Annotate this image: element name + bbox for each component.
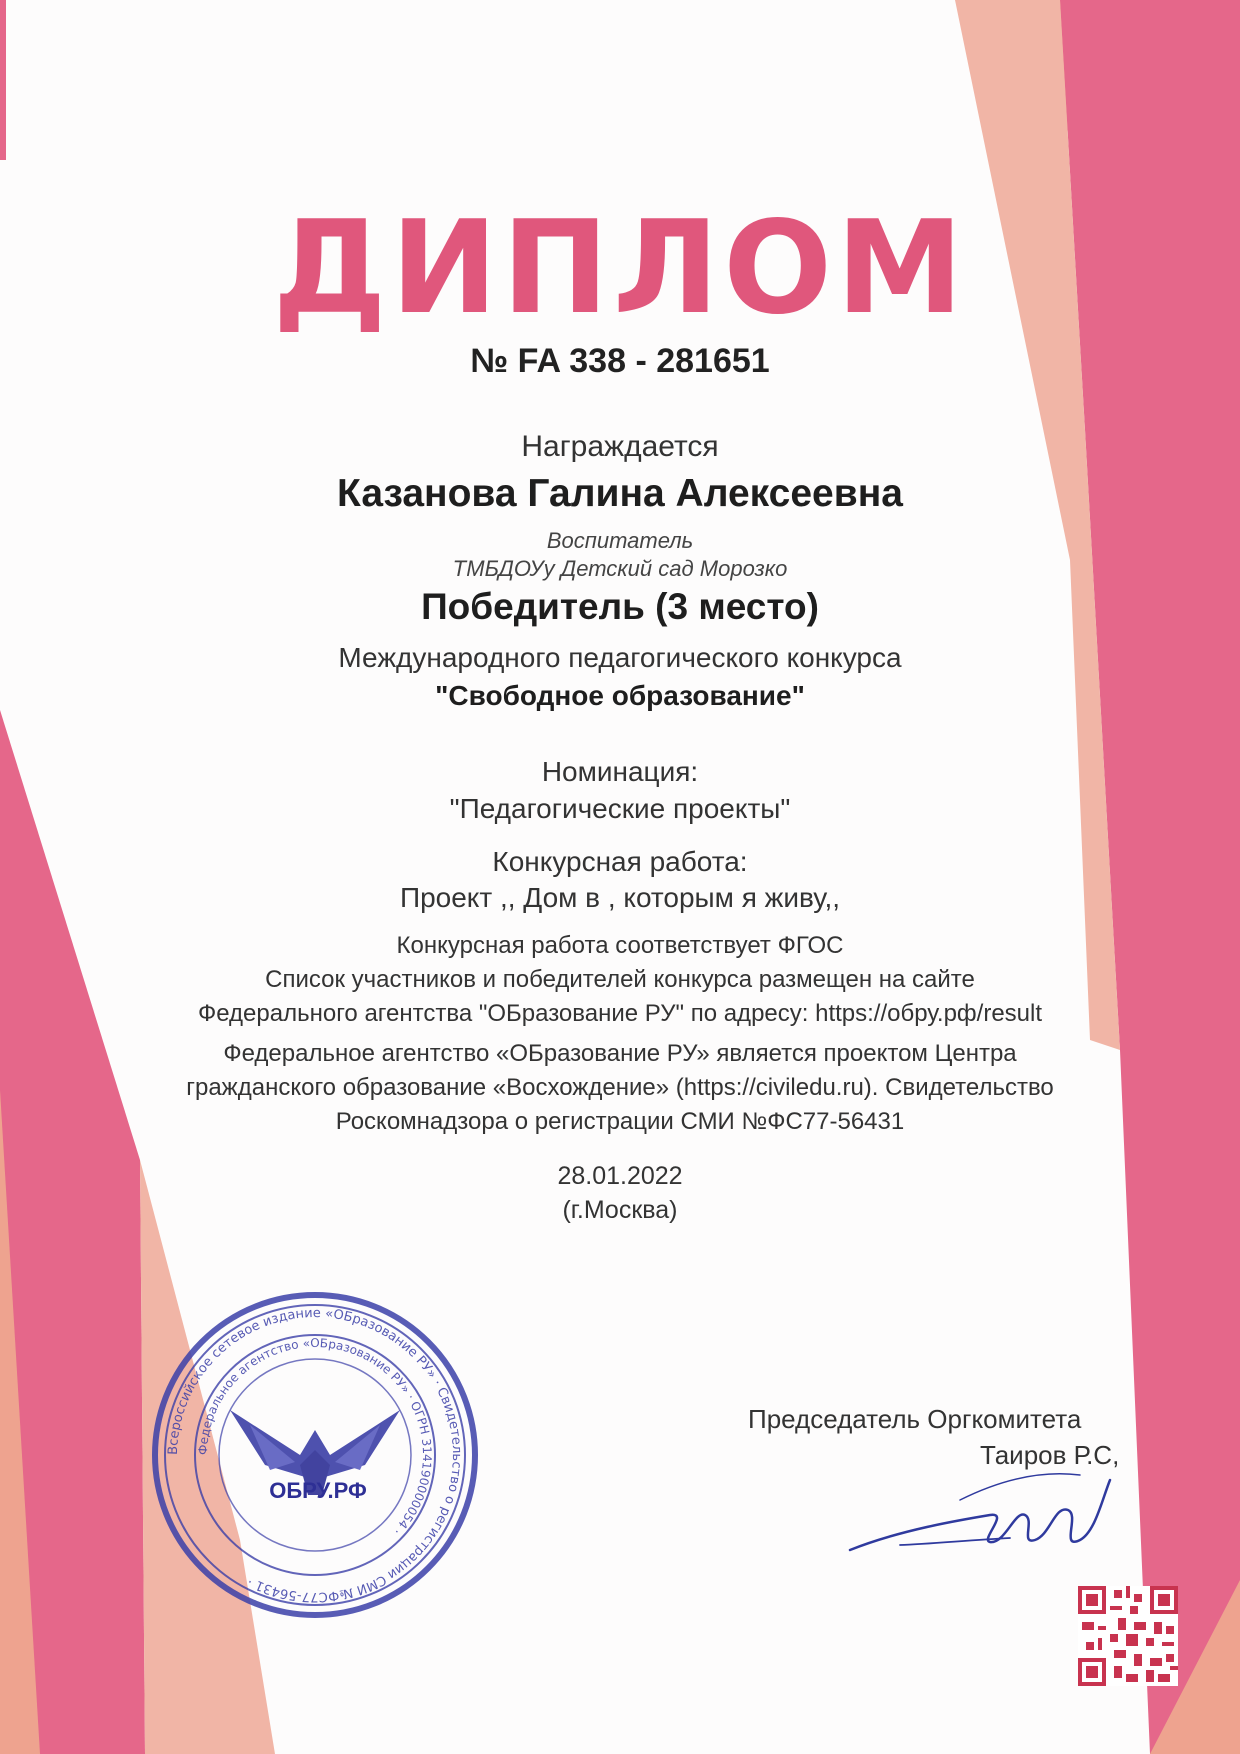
fgos-line: Конкурсная работа соответствует ФГОС bbox=[396, 932, 844, 959]
chair-name: Таиров Р.С, bbox=[980, 1440, 1120, 1470]
diploma-number: № FA 338 - 281651 bbox=[470, 342, 770, 380]
qr-code[interactable] bbox=[1078, 1586, 1178, 1686]
nomination-value: "Педагогические проекты" bbox=[449, 793, 791, 824]
participants-list-line-1: Список участников и победителей конкурса размещен на сайте bbox=[265, 966, 975, 993]
work-label: Конкурсная работа: bbox=[492, 846, 748, 877]
official-stamp bbox=[150, 1290, 480, 1620]
stamp-inner-text: Федеральное агентство «ОБразование РУ» · ОГРН 314190000054 · bbox=[195, 1335, 435, 1538]
stamp-outer-text: Всероссийское сетевое издание «ОБразование РУ» · Свидетельство о регистрации СМИ №ФС77-56431 · bbox=[165, 1305, 465, 1605]
place-title: Победитель (3 место) bbox=[421, 586, 819, 627]
recipient-name: Казанова Галина Алексеевна bbox=[337, 472, 903, 515]
issue-date: 28.01.2022 bbox=[557, 1162, 683, 1190]
participants-list-line-2: Федерального агентства "ОБразование РУ" по адресу: https://обру.рф/result bbox=[197, 1000, 1043, 1027]
chair-label: Председатель Оргкомитета bbox=[748, 1404, 1082, 1434]
recipient-position: Воспитатель bbox=[546, 528, 694, 553]
contest-line-1: Международного педагогического конкурса bbox=[338, 642, 902, 673]
stamp-logo-text: ОБРУ.РФ bbox=[269, 1478, 367, 1503]
agency-line-3: Роскомнадзора о регистрации СМИ №ФС77-56431 bbox=[335, 1108, 905, 1135]
signature-mark bbox=[840, 1460, 1120, 1580]
diploma-title: ДИПЛОМ bbox=[272, 194, 968, 343]
nomination-label: Номинация: bbox=[541, 756, 699, 787]
recipient-organization: ТМБДОУу Детский сад Морозко bbox=[452, 556, 788, 581]
agency-line-1: Федеральное агентство «ОБразование РУ» является проектом Центра bbox=[223, 1040, 1017, 1067]
contest-line-2: "Свободное образование" bbox=[435, 680, 805, 711]
agency-line-2: гражданского образование «Восхождение» (https://civiledu.ru). Свидетельство bbox=[186, 1074, 1054, 1101]
work-value: Проект ,, Дом в , которым я живу,, bbox=[399, 882, 841, 913]
awarded-label: Награждается bbox=[521, 430, 719, 463]
issue-city: (г.Москва) bbox=[562, 1196, 678, 1224]
